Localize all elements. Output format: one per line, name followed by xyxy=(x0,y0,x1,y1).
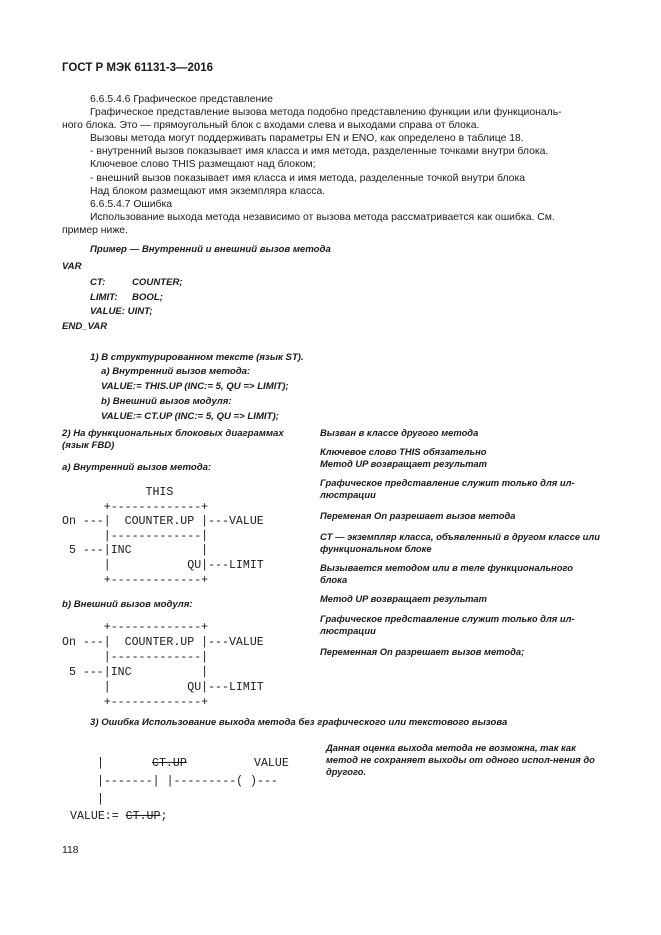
error-rung: |-------| |---------( )--- xyxy=(97,775,278,788)
error-rail-2: | xyxy=(97,793,104,806)
error-value-label: VALUE xyxy=(254,757,289,770)
paragraph-graphic-line1: Графическое представление вызова метода подобно представлению функции или функциональ- xyxy=(90,107,562,118)
fbd-external-diagram: +-------------+ On ---| COUNTER.UP |---VALUE |-------------| 5 ---|INC | | QU|---LIMIT +-------------+ xyxy=(62,621,264,709)
st-internal-code: VALUE:= THIS.UP (INC:= 5, QU => LIMIT); xyxy=(101,381,289,392)
note-up-returns: Метод UP возвращает результат xyxy=(320,458,487,469)
error-rail-1: | xyxy=(97,757,104,770)
error-title: 3) Ошибка Использование выхода метода без графического или текстового вызова xyxy=(90,717,508,728)
note-this-required: Ключевое слово THIS обязательно xyxy=(320,446,487,457)
error-value-assignment: VALUE:= CT.UP; xyxy=(70,810,168,823)
error-value-struck: CT.UP xyxy=(125,810,161,823)
code-limit-type: BOOL; xyxy=(132,292,163,303)
paragraph-this-keyword: Ключевое слово THIS размещают над блоком; xyxy=(90,159,316,170)
note-on-enables: Переменая On разрешает вызов метода xyxy=(320,510,516,521)
note-on-enables-2: Переменная On разрешает вызов метода; xyxy=(320,646,525,657)
error-note: Данная оценка выхода метода не возможна, так как метод не сохраняет выходы от одного испол-нения до другого. xyxy=(326,742,595,778)
page-number: 118 xyxy=(62,845,79,856)
paragraph-instance-name: Над блоком размещают имя экземпляра класса. xyxy=(90,186,326,197)
code-limit-name: LIMIT: xyxy=(90,292,118,303)
section-heading-6-6-5-4-6: 6.6.5.4.6 Графическое представление xyxy=(90,94,273,105)
paragraph-error-line1: Использование выхода метода независимо от вызова метода рассматривается как ошибка. См. xyxy=(90,212,555,223)
code-ct-name: CT: xyxy=(90,277,106,288)
note-ct-instance: CT — экземпляр класса, объявленный в другом классе или функциональном блоке xyxy=(320,531,600,555)
error-ct-up-label: CT.UP xyxy=(152,757,187,770)
fbd-internal-title: a) Внутренний вызов метода: xyxy=(62,462,212,473)
fbd-external-title: b) Внешний вызов модуля: xyxy=(62,599,193,610)
note-called-in-class: Вызван в классе другого метода xyxy=(320,427,479,438)
st-title: 1) В структурированном тексте (язык ST). xyxy=(90,352,304,363)
code-end-var: END_VAR xyxy=(62,321,108,332)
note-illustration-2: Графическое представление служит только для ил-люстрации xyxy=(320,613,575,637)
st-external-code: VALUE:= CT.UP (INC:= 5, QU => LIMIT); xyxy=(101,411,279,422)
st-internal-title: a) Внутренний вызов метода: xyxy=(101,366,251,377)
note-called-by-method: Вызывается методом или в теле функционального блока xyxy=(320,562,573,586)
note-illustration: Графическое представление служит только для ил-люстрации xyxy=(320,477,575,501)
bullet-internal-call: - внутренний вызов показывает имя класса и имя метода, разделенные точками внутри блока. xyxy=(90,146,549,157)
paragraph-en-eno: Вызовы метода могут поддерживать параметры EN и ENO, как определено в таблице 18. xyxy=(90,133,524,144)
note-up-returns-2: Метод UP возвращает результат xyxy=(320,593,487,604)
document-header: ГОСТ Р МЭК 61131-3—2016 xyxy=(62,62,214,74)
paragraph-graphic-line2: ного блока. Это — прямоугольный блок с входами слева и выходами справа от блока. xyxy=(62,120,480,131)
fbd-title-line2: (язык FBD) xyxy=(62,440,115,451)
section-heading-6-6-5-4-7: 6.6.5.4.7 Ошибка xyxy=(90,199,173,210)
bullet-external-call: - внешний вызов показывает имя класса и имя метода, разделенные точкой внутри блока xyxy=(90,173,526,184)
code-var: VAR xyxy=(62,261,82,272)
code-value-decl: VALUE: UINT; xyxy=(90,306,153,317)
code-ct-type: COUNTER; xyxy=(132,277,183,288)
fbd-internal-diagram: THIS +-------------+ On ---| COUNTER.UP |---VALUE |-------------| 5 ---|INC | | QU|---LIMIT +-------------+ xyxy=(62,486,264,587)
st-external-title: b) Внешний вызов модуля: xyxy=(101,396,232,407)
fbd-title-line1: 2) На функциональных блоковых диаграммах xyxy=(62,428,284,439)
paragraph-error-line2: пример ниже. xyxy=(62,225,128,236)
example-title: Пример — Внутренний и внешний вызов метода xyxy=(90,244,331,255)
